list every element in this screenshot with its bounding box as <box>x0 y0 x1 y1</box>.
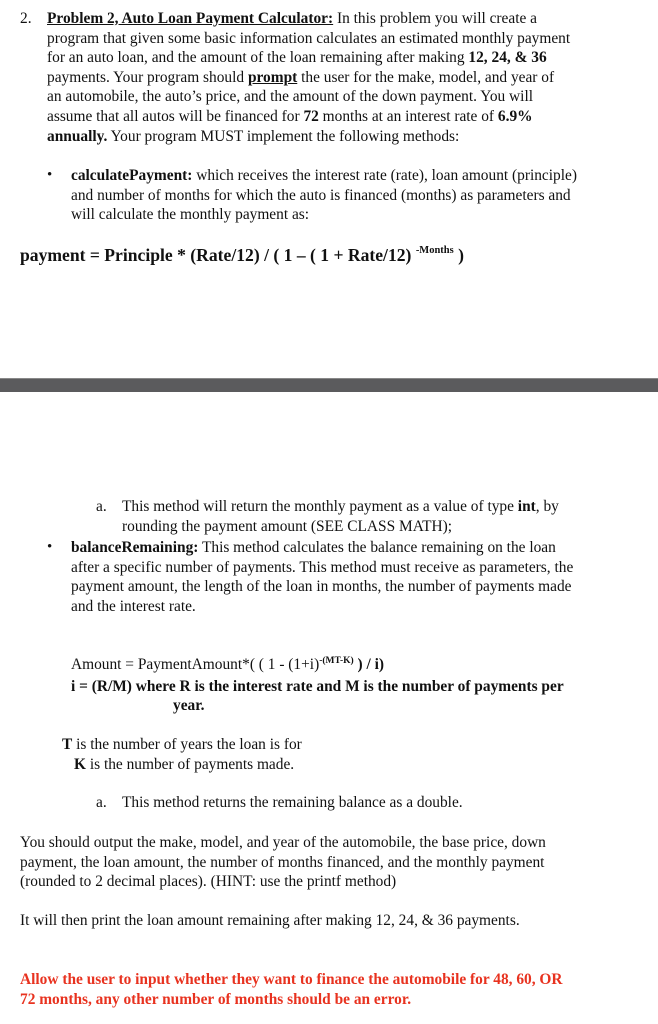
intro-line-5: an automobile, the auto’s price, and the amount of the down payment. You will <box>47 88 533 106</box>
balance-formula-exponent: -(MT-K) <box>319 656 354 666</box>
bullet-icon: • <box>47 167 53 183</box>
output-line-2: payment, the loan amount, the number of months financed, and the monthly payment <box>20 853 545 871</box>
note-a1-label: a. <box>96 498 107 515</box>
output-line-1: You should output the make, model, and year of the automobile, the base price, down <box>20 834 546 851</box>
intro-line-7: Your program MUST implement the following methods: <box>107 127 460 145</box>
payment-formula-main: payment = Principle * (Rate/12) / ( 1 – ( 1 + Rate/12) <box>20 245 416 265</box>
method2-line-3: payment amount, the length of the loan in months, the number of payments made <box>71 578 572 596</box>
note-a1-line-1b: , by <box>535 498 559 515</box>
problem-number: 2. <box>20 10 32 27</box>
intro-line-4a: payments. Your program should <box>47 68 248 86</box>
requirement-paragraph <box>20 970 645 1009</box>
method1-line-2: and number of months for which the auto is financed (months) as parameters and <box>71 186 571 204</box>
method2-line-1: This method calculates the balance remaining on the loan <box>198 539 556 556</box>
method2-line-4: and the interest rate. <box>71 597 196 615</box>
t-var: T <box>62 736 73 753</box>
prompt-word: prompt <box>247 68 298 86</box>
note-a1-line-2: rounding the payment amount (SEE CLASS MATH); <box>122 517 453 535</box>
problem-title: Problem 2, Auto Loan Payment Calculator: <box>47 10 334 27</box>
intro-line-6b: months at an interest rate of <box>318 107 498 125</box>
method1-line-1: which receives the interest rate (rate), loan amount (principle) <box>192 167 577 184</box>
i-definition: i = (R/M) where R is the interest rate and M is the number of payments per <box>71 678 564 695</box>
note-a2-label: a. <box>96 794 107 811</box>
bullet-icon: • <box>47 539 53 555</box>
t-definition <box>62 735 302 755</box>
intro-line-4b: the user for the make, model, and year of <box>297 68 555 86</box>
intro-line-1: In this problem you will create a <box>333 10 538 27</box>
requirement-line-2: 72 months, any other number of months should be an error. <box>20 990 412 1008</box>
print-paragraph: It will then print the loan amount remaining after making 12, 24, & 36 payments. <box>20 912 520 929</box>
k-var: K <box>74 756 86 773</box>
method2-name: balanceRemaining: <box>71 539 199 556</box>
method1-line-3: will calculate the monthly payment as: <box>71 206 310 224</box>
payment-formula <box>20 245 464 266</box>
intro-line-6a: assume that all autos will be financed for <box>47 107 304 125</box>
balance-formula <box>71 656 384 674</box>
k-definition <box>74 755 294 775</box>
method-calculate-payment <box>71 166 646 225</box>
note-a2: This method returns the remaining balance as a double. <box>122 794 463 811</box>
method2-line-2: after a specific number of payments. This method must receive as parameters, the <box>71 558 574 576</box>
balance-formula-main: Amount = PaymentAmount*( ( 1 - (1+i) <box>71 656 320 673</box>
balance-formula-close: ) / i) <box>353 656 385 673</box>
note-a1 <box>122 497 647 536</box>
method1-name: calculatePayment: <box>71 167 193 184</box>
rate-bold: 6.9% <box>497 107 533 125</box>
t-rest: is the number of years the loan is for <box>72 736 302 753</box>
intro-line-3: for an auto loan, and the amount of the loan remaining after making <box>47 49 469 67</box>
page-separator <box>0 378 658 392</box>
i-definition-cont: year. <box>173 697 205 714</box>
annually-bold: annually. <box>47 127 108 145</box>
note-a1-line-1a: This method will return the monthly payment as a value of type <box>122 498 518 515</box>
intro-line-2: program that given some basic information calculates an estimated monthly payment <box>47 29 571 47</box>
problem-intro <box>47 9 639 146</box>
payment-formula-exponent: -Months <box>415 245 454 256</box>
payments-count-bold: 12, 24, & 36 <box>468 49 547 67</box>
k-rest: is the number of payments made. <box>85 756 295 773</box>
months-bold: 72 <box>303 107 319 125</box>
int-bold: int <box>517 498 536 515</box>
output-line-3: (rounded to 2 decimal places). (HINT: use the printf method) <box>20 873 397 891</box>
payment-formula-close: ) <box>453 245 464 265</box>
requirement-line-1: Allow the user to input whether they want to finance the automobile for 48, 60, OR <box>20 971 563 988</box>
method-balance-remaining <box>71 538 651 616</box>
output-paragraph <box>20 833 645 892</box>
